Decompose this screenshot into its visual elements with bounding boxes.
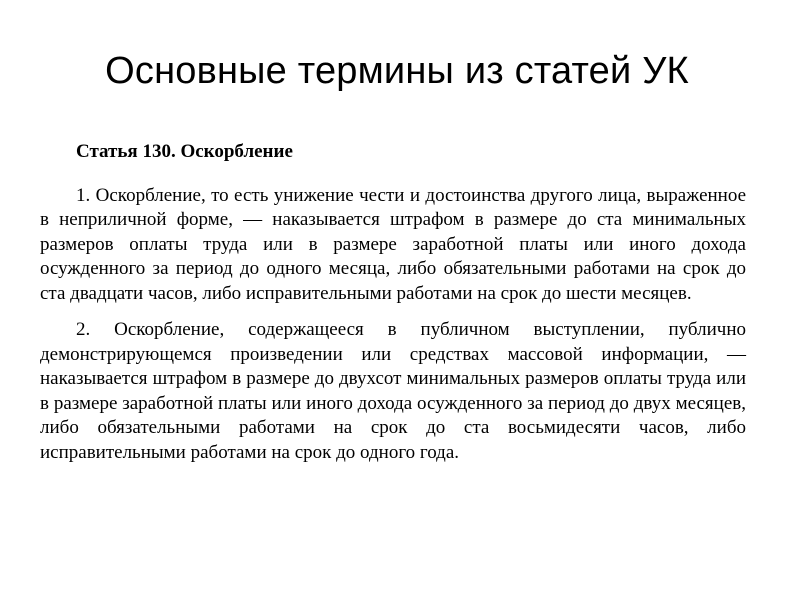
article-heading: Статья 130. Оскорбление <box>76 141 293 162</box>
slide-content <box>40 140 746 477</box>
article-paragraph-1: 1. Оскорбление, то есть унижение чести и достоинства другого лица, выраженное в неприличной форме, — наказывается штрафом в размере до ста минимальных размеров оплаты труда или в размере заработной платы или иного дохода осужденного за период до одного месяца, либо обязательными работами на срок до ста двадцати часов, либо исправительными работами на срок до шести месяцев. <box>40 184 746 304</box>
article-paragraph-2: 2. Оскорбление, содержащееся в публичном выступлении, публично демонстрирующемся произведении или средствах массовой информации, — наказывается штрафом в размере до двухсот минимальных размеров оплаты труда или в размере заработной платы или иного дохода осужденного за период до двух месяцев, либо обязательными работами на срок до ста восьмидесяти часов, либо исправительными работами на срок до одного года. <box>40 319 746 463</box>
slide-title: Основные термины из статей УК <box>105 50 689 92</box>
